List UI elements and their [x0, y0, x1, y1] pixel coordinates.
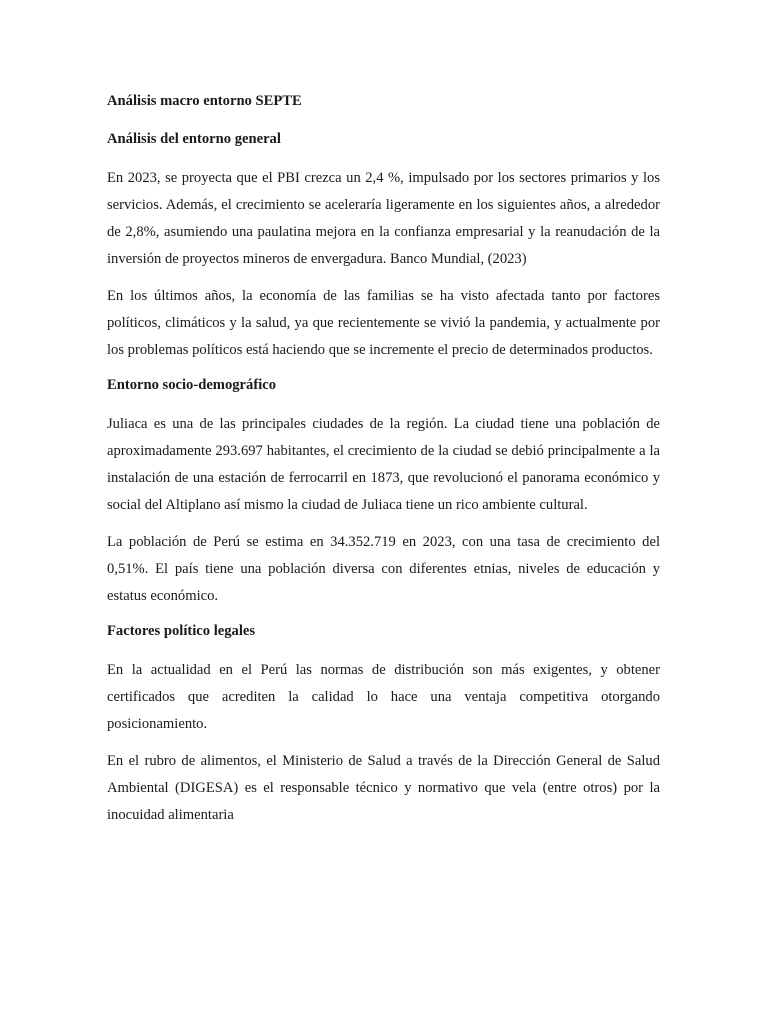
section-entorno-general [107, 128, 660, 364]
document-page [107, 90, 660, 839]
section-socio-demografico [107, 374, 660, 610]
paragraph: La población de Perú se estima en 34.352.719 en 2023, con una tasa de crecimiento del 0,51%. El país tiene una población diversa con diferentes etnias, niveles de educación y estatus económico. [107, 534, 660, 604]
section-heading: Análisis del entorno general [107, 131, 281, 147]
paragraph: En la actualidad en el Perú las normas de distribución son más exigentes, y obtener certificados que acrediten la calidad lo hace una ventaja competitiva otorgando posicionamiento. [107, 662, 660, 732]
paragraph: Juliaca es una de las principales ciudades de la región. La ciudad tiene una población de aproximadamente 293.697 habitantes, el crecimiento de la ciudad se debió principalmente a la instalación de una estación de ferrocarril en 1873, que revolucionó el panorama económico y social del Altiplano así mismo la ciudad de Juliaca tiene un rico ambiente cultural. [107, 416, 660, 513]
paragraph: En los últimos años, la economía de las familias se ha visto afectada tanto por factores políticos, climáticos y la salud, ya que recientemente se vivió la pandemia, y actualmente por los problemas políticos está haciendo que se incremente el precio de determinados productos. [107, 288, 660, 358]
section-heading: Factores político legales [107, 623, 256, 639]
paragraph: En 2023, se proyecta que el PBI crezca un 2,4 %, impulsado por los sectores primarios y los servicios. Además, el crecimiento se aceleraría ligeramente en los siguientes años, a alrededor de 2,8%, asumiendo una paulatina mejora en la confianza empresarial y la reanudación de la inversión de proyectos mineros de envergadura. Banco Mundial, (2023) [107, 170, 660, 267]
section-heading: Entorno socio-demográfico [107, 377, 277, 393]
document-title: Análisis macro entorno SEPTE [107, 93, 302, 109]
paragraph: En el rubro de alimentos, el Ministerio de Salud a través de la Dirección General de Salud Ambiental (DIGESA) es el responsable técnico y normativo que vela (entre otros) por la inocuidad alimentaria [107, 753, 660, 823]
section-politico-legales [107, 620, 660, 829]
